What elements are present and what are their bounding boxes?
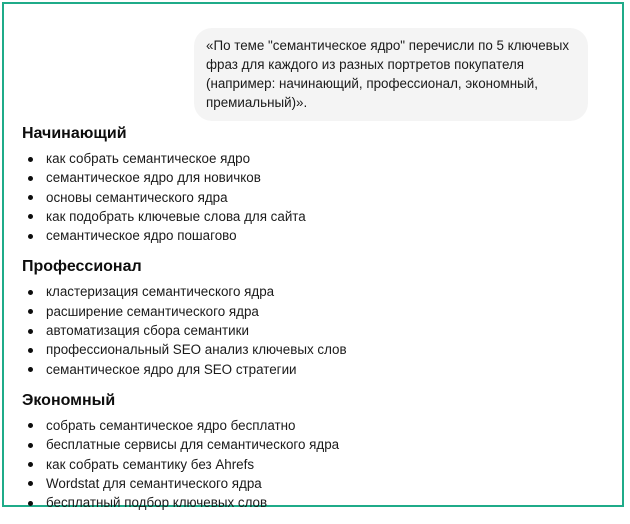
chat-frame bbox=[2, 2, 624, 511]
list-item: расширение семантического ядра bbox=[22, 302, 612, 321]
keyword-list bbox=[22, 416, 612, 512]
keyword-list bbox=[22, 149, 612, 245]
list-item: основы семантического ядра bbox=[22, 188, 612, 207]
list-item: семантическое ядро для SEO стратегии bbox=[22, 360, 612, 379]
section-professional bbox=[22, 257, 612, 378]
list-item: бесплатные сервисы для семантического ядра bbox=[22, 435, 612, 454]
assistant-response bbox=[22, 124, 612, 524]
list-item: семантическое ядро пошагово bbox=[22, 226, 612, 245]
section-budget bbox=[22, 391, 612, 512]
user-message-text: «По теме "семантическое ядро" перечисли по 5 ключевых фраз для каждого из разных портретов покупателя (например: начинающий, профессионал, экономный, премиальный)». bbox=[206, 38, 570, 110]
section-title: Начинающий bbox=[22, 125, 127, 142]
list-item: Wordstat для семантического ядра bbox=[22, 474, 612, 493]
list-item: как собрать семантическое ядро bbox=[22, 149, 612, 168]
list-item: как подобрать ключевые слова для сайта bbox=[22, 207, 612, 226]
list-item: собрать семантическое ядро бесплатно bbox=[22, 416, 612, 435]
user-message-bubble bbox=[194, 28, 588, 121]
list-item: бесплатный подбор ключевых слов bbox=[22, 493, 612, 512]
list-item: как собрать семантику без Ahrefs bbox=[22, 455, 612, 474]
section-title: Профессионал bbox=[22, 258, 142, 276]
section-beginner bbox=[22, 124, 612, 245]
keyword-list bbox=[22, 282, 612, 378]
list-item: кластеризация семантического ядра bbox=[22, 282, 612, 301]
list-item: автоматизация сбора семантики bbox=[22, 321, 612, 340]
list-item: профессиональный SEO анализ ключевых слов bbox=[22, 340, 612, 359]
list-item: семантическое ядро для новичков bbox=[22, 168, 612, 187]
section-title: Экономный bbox=[22, 391, 116, 409]
